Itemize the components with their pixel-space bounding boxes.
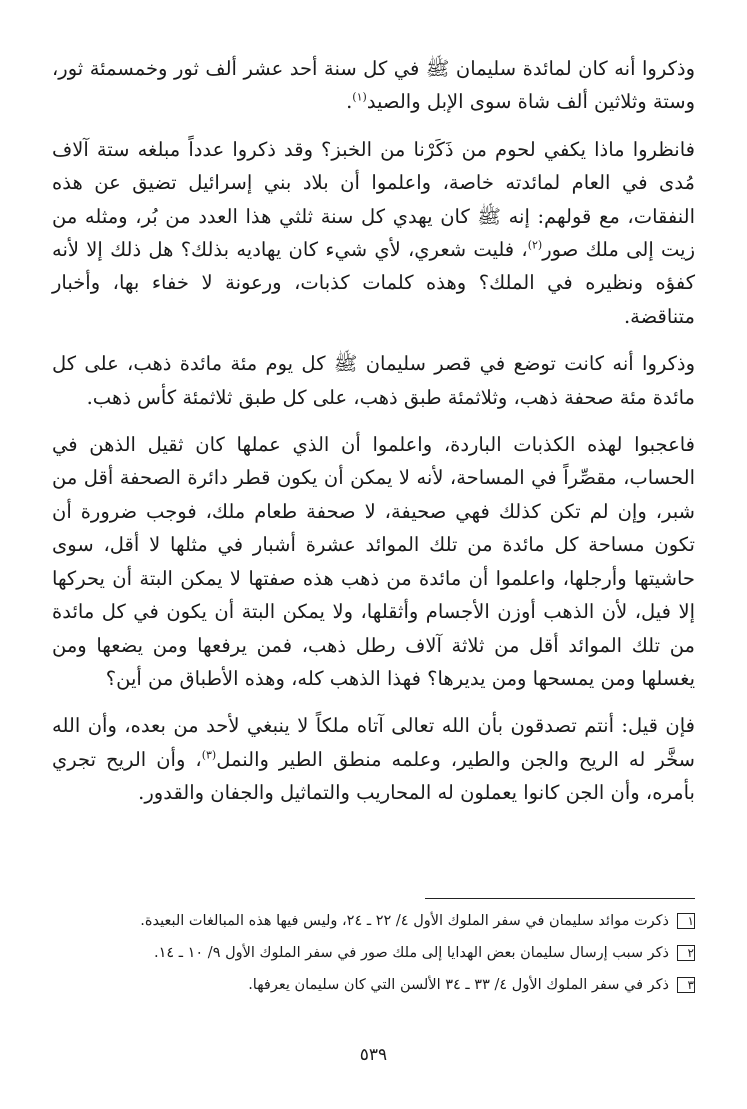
paragraph-1 <box>52 52 695 119</box>
paragraph-2-end: ، فليت شعري، لأي شيء كان يهاديه بذلك؟ هل ذلك إلا لأنه كفؤه ونظيره في الملك؟ وهذه كلمات كذبات، ورعونة لا خفاء بها، وأخبار متناقضة. <box>52 238 695 328</box>
paragraph-5 <box>52 709 695 809</box>
footnote-text-3: ذكر في سفر الملوك الأول ٤/ ٣٣ ـ ٣٤ الألسن التي كان سليمان يعرفها. <box>248 977 669 993</box>
paragraph-3: وذكروا أنه كانت توضع في قصر سليمان ﷺ كل يوم مئة مائدة ذهب، على كل مائدة مئة صحفة ذهب، وثلاثمئة طبق ذهب، على كل طبق ثلاثمئة كأس ذهب. <box>52 352 695 409</box>
footnote-3 <box>52 972 695 998</box>
paragraph-2-text: فانظروا ماذا يكفي لحوم من ذَكَرْنا من الخبز؟ وقد ذكروا عدداً مبلغه ستة آلاف مُدى في العام لمائدته خاصة، واعلموا أن بلاد بني إسرائيل تضيق عن هذه النفقات، مع قولهم: إنه ﷺ كان يهدي كل سنة ثلثي هذا العدد من بُر، ومثله من زيت إلى ملك صور <box>52 137 695 262</box>
footnote-ref-2: (٢) <box>527 238 543 252</box>
main-text <box>52 52 695 810</box>
paragraph-2 <box>52 133 695 333</box>
paragraph-1-text: وذكروا أنه كان لمائدة سليمان ﷺ في كل سنة أحد عشر ألف ثور وخمسمئة ثور، وستة وثلاثين ألف شاة سوى الإبل والصيد <box>52 57 695 114</box>
page-number: ٥٣٩ <box>359 1045 388 1065</box>
footnote-2 <box>52 940 695 966</box>
footnote-text-2: ذكر سبب إرسال سليمان بعض الهدايا إلى ملك صور في سفر الملوك الأول ٩/ ١٠ ـ ١٤. <box>153 945 669 961</box>
footnote-1 <box>52 908 695 934</box>
footnote-ref-1: (١) <box>352 90 367 104</box>
footnote-text-1: ذكرت موائد سليمان في سفر الملوك الأول ٤/ ٢٢ ـ ٢٤، وليس فيها هذه المبالغات البعيدة. <box>140 913 669 929</box>
footnotes <box>52 908 695 1004</box>
paragraph-5-end: ، وأن الريح تجري بأمره، وأن الجن كانوا يعملون له المحاريب والتماثيل والجفان والقدور. <box>52 747 695 805</box>
paragraph-1-end: . <box>346 90 353 114</box>
footnote-ref-3: (٣) <box>201 748 217 762</box>
paragraph-4: فاعجبوا لهذه الكذبات الباردة، واعلموا أن الذي عملها كان ثقيل الذهن في الحساب، مقصِّراً في المساحة، لأنه لا يمكن أن يكون قطر دائرة الصحفة أقل من شبر، وإن لم تكن كذلك فهي صحيفة، لا صحفة طعام ملك، فوجب ضرورة أن تكون مساحة كل مائدة من تلك الموائد عشرة أشبار في مثلها لا أقل، سوى حاشيتها وأرجلها، واعلموا أن مائدة من ذهب هذه صفتها لا يمكن البتة أن يحركها إلا فيل، لأن الذهب أوزن الأجسام وأثقلها، ولا يمكن البتة أن يكون في كل مائدة من تلك الموائد أقل من ثلاثة آلاف رطل ذهب، فمن يرفعها ومن يضعها ومن يغسلها ومن يمسحها ومن يديرها؟ فهذا الذهب كله، وهذه الأطباق من أين؟ <box>52 433 695 690</box>
footnote-divider <box>425 898 695 899</box>
footnote-number-1: ١ <box>677 913 695 929</box>
footnote-number-2: ٢ <box>677 945 695 961</box>
footnote-number-3: ٣ <box>677 977 695 993</box>
paragraph-5-text: فإن قيل: أنتم تصدقون بأن الله تعالى آتاه ملكاً لا ينبغي لأحد من بعده، وأن الله سخَّر له الريح والجن والطير، وعلمه منطق الطير والنمل <box>52 714 696 771</box>
